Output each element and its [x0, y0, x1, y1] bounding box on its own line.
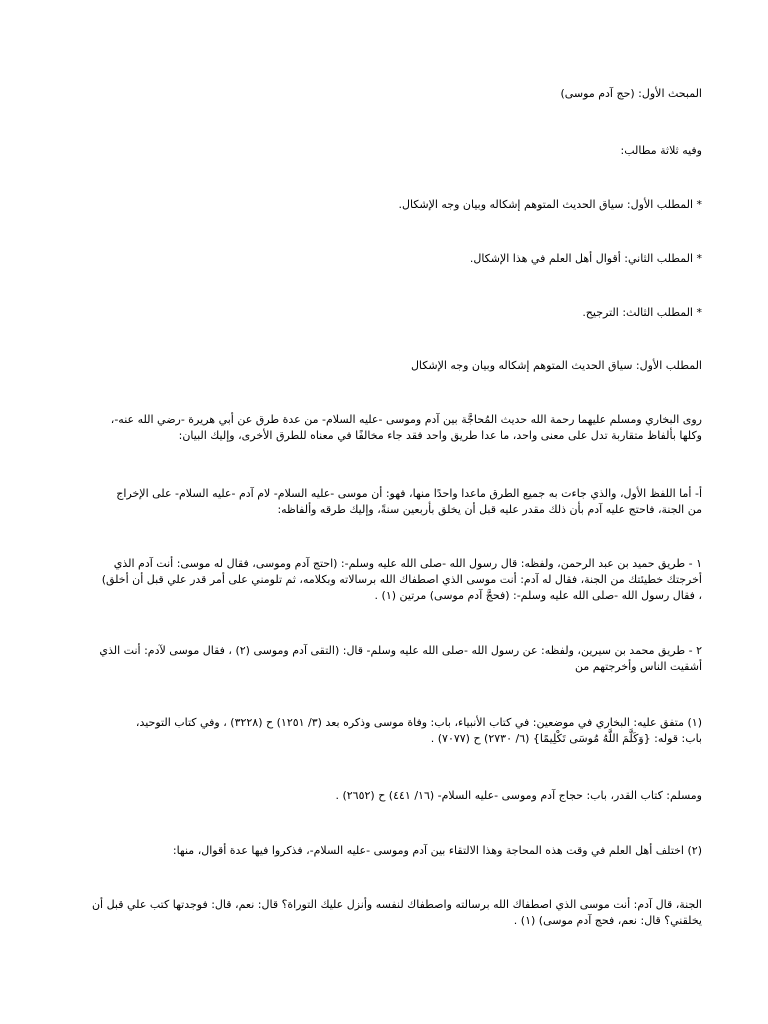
text-line: روى البخاري ومسلم عليهما رحمة الله حديث المُحاجَّة بين آدم وموسى -عليه السلام- من عدة طرق عن أبي هريرة -رضي الله عنه-،: [110, 413, 702, 426]
text-line: وكلها بألفاظ متقاربة تدل على معنى واحد، ما عدا طريق واحد فقد جاء مخالفًا في معناه للطرق الأخرى، وإليك البيان:: [178, 429, 702, 442]
body-paragraph: [62, 412, 702, 444]
hadith-paragraph: [62, 643, 702, 675]
section-list-item: [62, 305, 702, 321]
text-line: يخلقني؟ قال: نعم، فحج آدم موسى) (١) .: [513, 914, 702, 927]
text-line: أخرجتك خطيئتك من الجنة، فقال له آدم: أنت موسى الذي اصطفاك الله برسالاته وبكلامه، ثم تلومني على أمر قدر علي قبل أن أخلق): [101, 573, 702, 586]
section-list-item: [62, 197, 702, 213]
text-line: ٢ - طريق محمد بن سيرين، ولفظه: عن رسول الله -صلى الله عليه وسلم- قال: (التقى آدم وموسى (٢) ، فقال موسى لآدم: أنت الذي: [99, 644, 702, 657]
text-line: * المطلب الأول: سياق الحديث المتوهم إشكاله وبيان وجه الإشكال.: [398, 198, 702, 211]
text-line: باب: قوله: {وَكَلَّمَ اللَّهُ مُوسَى تَكْلِيمًا} (٦/ ٢٧٣٠) ح (٧٠٧٧) .: [430, 732, 702, 745]
text-line: ومسلم: كتاب القدر، باب: حجاج آدم وموسى -عليه السلام- (١٦/ ٤٤١) ح (٢٦٥٢) .: [335, 789, 702, 802]
footnote: [62, 788, 702, 804]
section-heading: [62, 358, 702, 374]
text-line: ١ - طريق حميد بن عبد الرحمن، ولفظه: قال رسول الله -صلى الله عليه وسلم-: (احتج آدم وموسى، فقال له موسى: أنت آدم الذي: [113, 557, 702, 570]
footnote: [62, 843, 702, 859]
text-line: أ- أما اللفظ الأول، والذي جاءت به جميع الطرق ماعدا واحدًا منها، فهو: أن موسى -عليه السلام- لام آدم -عليه السلام- على الإخراج: [116, 487, 702, 500]
text-line: المبحث الأول: (حج آدم موسى): [560, 87, 702, 100]
text-line: من الجنة، فاحتج عليه آدم بأن ذلك مقدر عليه قبل أن يخلق بأربعين سنةً، وإليك طرقه وألفاظه:: [277, 503, 702, 516]
footnote: [62, 715, 702, 747]
section-list-item: [62, 251, 702, 267]
text-line: * المطلب الثاني: أقوال أهل العلم في هذا الإشكال.: [469, 252, 702, 265]
text-line: الجنة، قال آدم: أنت موسى الذي اصطفاك الله برسالته واصطفاك لنفسه وأنزل عليك التوراة؟ قال: نعم، قال: فوجدتها كتب علي قبل أن: [91, 898, 702, 911]
hadith-paragraph: [62, 556, 702, 604]
body-paragraph: [62, 486, 702, 518]
text-line: المطلب الأول: سياق الحديث المتوهم إشكاله وبيان وجه الإشكال: [410, 359, 702, 372]
text-line: * المطلب الثالث: الترجيح.: [582, 306, 702, 319]
section-intro: [62, 143, 702, 159]
text-line: (١) متفق عليه: البخاري في موضعين: في كتاب الأنبياء، باب: وفاة موسى وذكره بعد (٣/ ١٢٥١) ح (٣٢٢٨) ، وفي كتاب التوحيد،: [135, 716, 702, 729]
text-line: وفيه ثلاثة مطالب:: [620, 144, 702, 157]
text-line: (٢) اختلف أهل العلم في وقت هذه المحاجة وهذا الالتقاء بين آدم وموسى -عليه السلام-، فذكروا فيها عدة أقوال، منها:: [172, 844, 702, 857]
text-line: ، فقال رسول الله -صلى الله عليه وسلم-: (فحجَّ آدم موسى) مرتين (١) .: [374, 589, 702, 602]
text-line: أشقيت الناس وأخرجتهم من: [575, 660, 702, 673]
body-paragraph: [62, 897, 702, 929]
chapter-heading: [62, 86, 702, 102]
